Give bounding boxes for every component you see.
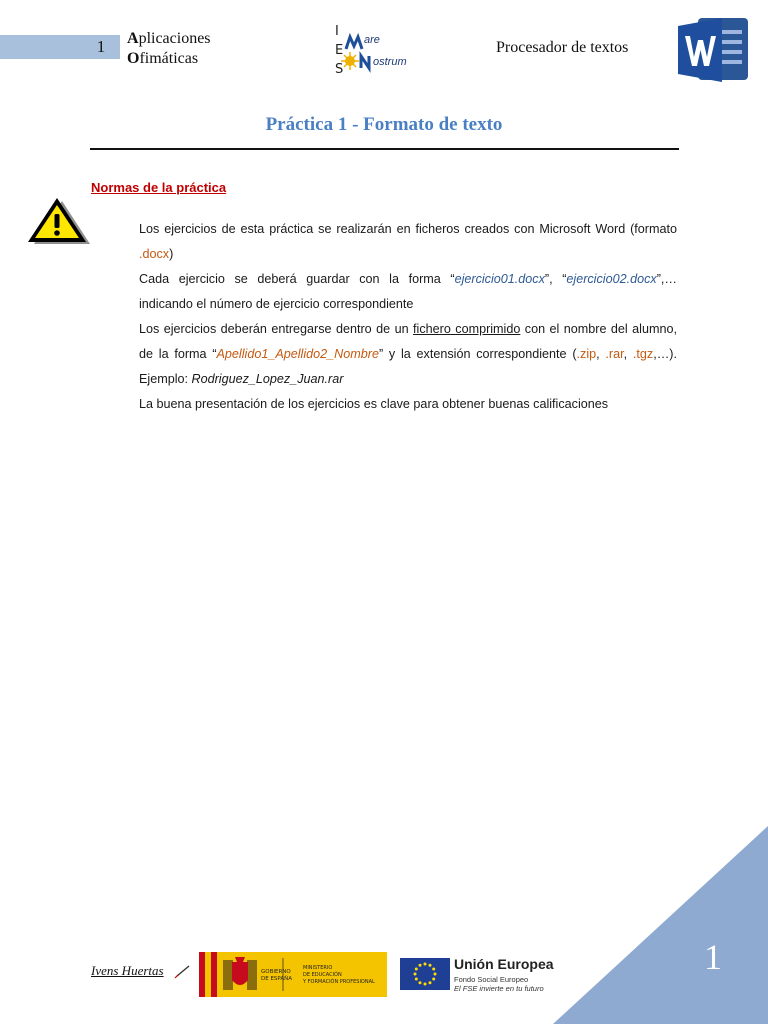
logo-letter-s: S bbox=[335, 62, 344, 77]
ministry-text-line-2: DE EDUCACIÓN bbox=[303, 972, 342, 978]
gobierno-de-espana-logo bbox=[199, 952, 387, 997]
logo-m-mark bbox=[346, 37, 362, 49]
ministry-text-line-1: MINISTERIO bbox=[303, 965, 333, 971]
rule-paragraph-3: Los ejercicios deberán entregarse dentro de un fichero comprimido con el nombre del alumno, de la forma “Apellido1_Apellido2_Nombre” y la extensión correspondiente (.zip, .rar, .tgz,…). Ejemplo: Rodriguez_Lopez_Juan.rar bbox=[139, 322, 678, 386]
topic-title: Procesador de textos bbox=[496, 39, 629, 56]
eu-title: Unión Europea bbox=[454, 956, 554, 972]
microsoft-word-icon bbox=[676, 14, 750, 86]
sun-icon bbox=[341, 52, 359, 70]
docx-extension: .docx bbox=[139, 247, 170, 261]
gov-text-line-1: GOBIERNO bbox=[261, 969, 291, 975]
eu-flag-icon bbox=[400, 958, 450, 990]
corner-triangle bbox=[553, 826, 768, 1024]
author-name: Ivens Huertas bbox=[91, 963, 164, 978]
subject-title bbox=[127, 29, 211, 69]
subject-line-2: Ofimáticas bbox=[127, 50, 199, 67]
title-divider bbox=[90, 148, 679, 150]
zip-extension: .zip bbox=[576, 347, 597, 361]
gov-text-line-2: DE ESPAÑA bbox=[261, 976, 293, 982]
rule-paragraph-1: Los ejercicios de esta práctica se realizarán en ficheros creados con Microsoft Word (formato .docx) bbox=[139, 222, 677, 261]
chapter-number: 1 bbox=[96, 37, 106, 56]
archive-name-pattern: Apellido1_Apellido2_Nombre bbox=[216, 347, 379, 361]
logo-mare-text: are bbox=[364, 34, 380, 46]
rule-paragraph-2: Cada ejercicio se deberá guardar con la forma “ejercicio01.docx”, “ejercicio02.docx”,… indicando el número de ejercicio correspondiente bbox=[139, 272, 677, 311]
section-heading: Normas de la práctica bbox=[91, 180, 227, 195]
logo-n-mark bbox=[361, 56, 369, 68]
rar-extension: .rar bbox=[605, 347, 624, 361]
ies-mare-nostrum-logo bbox=[333, 18, 433, 78]
logo-nostrum-text: ostrum bbox=[373, 56, 407, 68]
subject-line-1: Aplicaciones bbox=[127, 30, 211, 47]
logo-letter-i: I bbox=[335, 24, 339, 39]
filename-example-2: ejercicio02.docx bbox=[566, 272, 657, 286]
compressed-file-term: fichero comprimido bbox=[413, 322, 521, 336]
tgz-extension: .tgz bbox=[632, 347, 654, 361]
pen-icon bbox=[174, 963, 192, 979]
filename-example-1: ejercicio01.docx bbox=[454, 272, 545, 286]
warning-icon bbox=[24, 196, 92, 246]
rule-paragraph-4: La buena presentación de los ejercicios es clave para obtener buenas calificaciones bbox=[139, 397, 609, 411]
eu-motto: El FSE invierte en tu futuro bbox=[454, 984, 544, 993]
eu-fund-name: Fondo Social Europeo bbox=[454, 975, 529, 984]
page-number: 1 bbox=[704, 937, 722, 977]
ministry-text-line-3: Y FORMACIÓN PROFESIONAL bbox=[303, 979, 375, 985]
archive-name-example: Rodriguez_Lopez_Juan.rar bbox=[191, 372, 344, 386]
rules-text bbox=[139, 217, 677, 417]
page-title: Práctica 1 - Formato de texto bbox=[265, 114, 503, 135]
logo-letter-e: E bbox=[335, 43, 344, 58]
